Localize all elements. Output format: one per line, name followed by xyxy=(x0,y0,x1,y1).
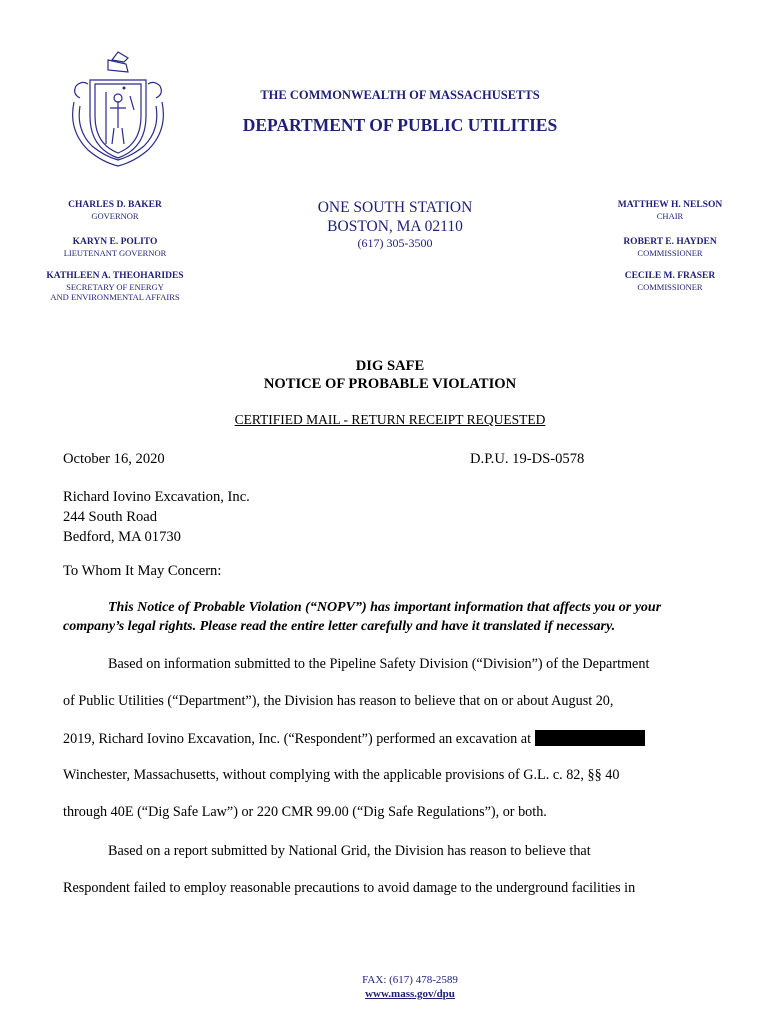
footer-website-link[interactable]: www.mass.gov/dpu xyxy=(365,988,455,1000)
official-name: MATTHEW H. NELSON xyxy=(617,200,723,210)
warning-line-2: company’s legal rights. Please read the entire letter carefully and have it translated if necessary. xyxy=(63,619,616,634)
notice-date: October 16, 2020 xyxy=(63,451,165,467)
official-commissioner-hayden xyxy=(590,237,750,258)
recipient-city: Bedford, MA 01730 xyxy=(63,529,181,545)
footer xyxy=(0,973,770,1001)
official-lieutenant-governor xyxy=(40,237,190,258)
official-name: KARYN E. POLITO xyxy=(72,237,158,247)
paragraph-1-line-3-text: 2019, Richard Iovino Excavation, Inc. (“Respondent”) performed an excavation at xyxy=(63,731,532,747)
official-title: CHAIR xyxy=(656,211,684,221)
paragraph-1-line-1: Based on information submitted to the Pipeline Safety Division (“Division”) of the Department xyxy=(108,656,650,672)
department-address xyxy=(290,198,500,251)
paragraph-1-line-2: of Public Utilities (“Department”), the Division has reason to believe that on or about August 20, xyxy=(63,693,614,709)
official-title: GOVERNOR xyxy=(91,211,139,221)
official-name: CHARLES D. BAKER xyxy=(68,200,162,210)
official-name: ROBERT E. HAYDEN xyxy=(623,237,717,247)
official-name: CECILE M. FRASER xyxy=(624,271,716,281)
department-heading: DEPARTMENT OF PUBLIC UTILITIES xyxy=(242,115,558,135)
official-title: SECRETARY OF ENERGY xyxy=(66,282,164,292)
official-secretary xyxy=(20,271,210,302)
recipient-address xyxy=(63,487,250,547)
commonwealth-heading: THE COMMONWEALTH OF MASSACHUSETTS xyxy=(260,88,540,102)
official-title: COMMISSIONER xyxy=(637,282,703,292)
recipient-street: 244 South Road xyxy=(63,509,158,525)
official-chair xyxy=(590,200,750,221)
address-line1: ONE SOUTH STATION xyxy=(317,199,473,216)
official-commissioner-fraser xyxy=(590,271,750,292)
official-title: AND ENVIRONMENTAL AFFAIRS xyxy=(50,292,180,302)
salutation: To Whom It May Concern: xyxy=(63,563,222,579)
certified-mail-line: CERTIFIED MAIL - RETURN RECEIPT REQUESTED xyxy=(234,412,546,427)
paragraph-2-line-1: Based on a report submitted by National Grid, the Division has reason to believe that xyxy=(108,843,591,859)
official-name: KATHLEEN A. THEOHARIDES xyxy=(46,271,184,281)
official-title: COMMISSIONER xyxy=(637,248,703,258)
address-phone: (617) 305-3500 xyxy=(357,236,433,250)
official-governor xyxy=(40,200,190,221)
massachusetts-seal-icon xyxy=(62,50,174,170)
warning-line-1: This Notice of Probable Violation (“NOPV”) has important information that affects you or your xyxy=(108,600,662,615)
paragraph-1-line-4: Winchester, Massachusetts, without complying with the applicable provisions of G.L. c. 82, §§ 40 xyxy=(63,767,620,783)
official-title: LIEUTENANT GOVERNOR xyxy=(63,248,167,258)
paragraph-2-line-2: Respondent failed to employ reasonable precautions to avoid damage to the underground facilities in xyxy=(63,880,636,896)
redaction-bar xyxy=(535,730,645,746)
address-line2: BOSTON, MA 02110 xyxy=(327,218,463,235)
paragraph-1-line-5: through 40E (“Dig Safe Law”) or 220 CMR 99.00 (“Dig Safe Regulations”), or both. xyxy=(63,804,547,820)
notice-title-dig-safe: DIG SAFE xyxy=(355,358,425,374)
paragraph-1-line-3 xyxy=(63,730,645,748)
docket-number: D.P.U. 19-DS-0578 xyxy=(470,451,585,467)
notice-title-npv: NOTICE OF PROBABLE VIOLATION xyxy=(263,376,517,392)
footer-fax: FAX: (617) 478-2589 xyxy=(362,974,458,986)
recipient-name: Richard Iovino Excavation, Inc. xyxy=(63,489,250,505)
